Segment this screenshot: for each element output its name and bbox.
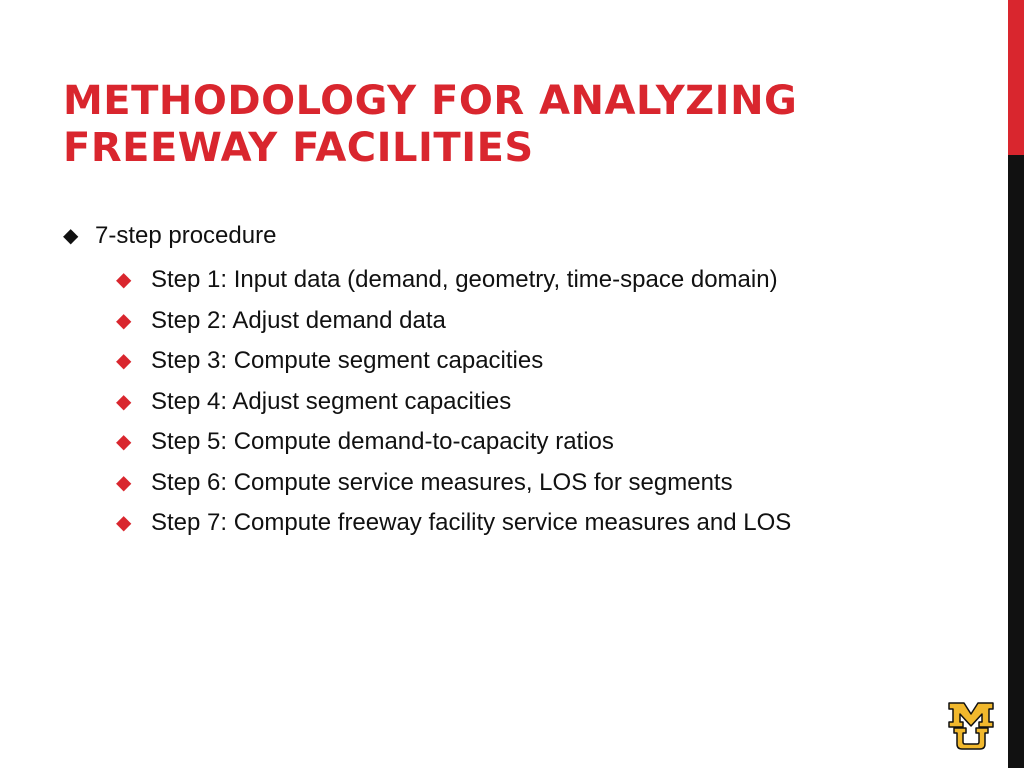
red-diamond-bullet-icon: ◆ bbox=[116, 471, 132, 494]
mu-logo-icon bbox=[948, 702, 994, 750]
red-diamond-bullet-icon: ◆ bbox=[116, 390, 132, 413]
step-item bbox=[116, 506, 943, 540]
step-item bbox=[116, 344, 943, 378]
red-diamond-bullet-icon: ◆ bbox=[116, 350, 132, 372]
step-item bbox=[116, 466, 943, 500]
red-diamond-bullet-icon: ◆ bbox=[116, 512, 132, 534]
step-item bbox=[116, 304, 943, 338]
step-text: Step 3: Compute segment capacities bbox=[151, 347, 544, 374]
side-accent-bar-black bbox=[1008, 155, 1024, 768]
step-item bbox=[116, 385, 943, 419]
step-item bbox=[116, 425, 943, 459]
main-bullet-text: 7-step procedure bbox=[95, 222, 277, 249]
step-text: Step 2: Adjust demand data bbox=[151, 306, 446, 334]
slide-title-line-1: METHODOLOGY FOR ANALYZING bbox=[63, 78, 798, 124]
step-text: Step 4: Adjust segment capacities bbox=[151, 387, 512, 415]
red-diamond-bullet-icon: ◆ bbox=[116, 309, 132, 332]
step-list bbox=[63, 263, 943, 540]
red-diamond-bullet-icon: ◆ bbox=[116, 269, 132, 291]
side-accent-bar-red bbox=[1008, 0, 1024, 155]
diamond-bullet-icon: ◆ bbox=[63, 225, 79, 247]
slide-title bbox=[63, 78, 963, 172]
red-diamond-bullet-icon: ◆ bbox=[116, 431, 132, 453]
slide-content bbox=[63, 220, 943, 547]
bullet-level-1 bbox=[63, 220, 943, 252]
step-text: Step 7: Compute freeway facility service measures and LOS bbox=[151, 509, 792, 536]
step-text: Step 5: Compute demand-to-capacity ratios bbox=[151, 428, 614, 455]
step-text: Step 1: Input data (demand, geometry, time-space domain) bbox=[151, 266, 778, 293]
slide-title-line-2: FREEWAY FACILITIES bbox=[63, 125, 534, 171]
step-text: Step 6: Compute service measures, LOS for segments bbox=[151, 468, 733, 496]
step-item bbox=[116, 263, 943, 297]
